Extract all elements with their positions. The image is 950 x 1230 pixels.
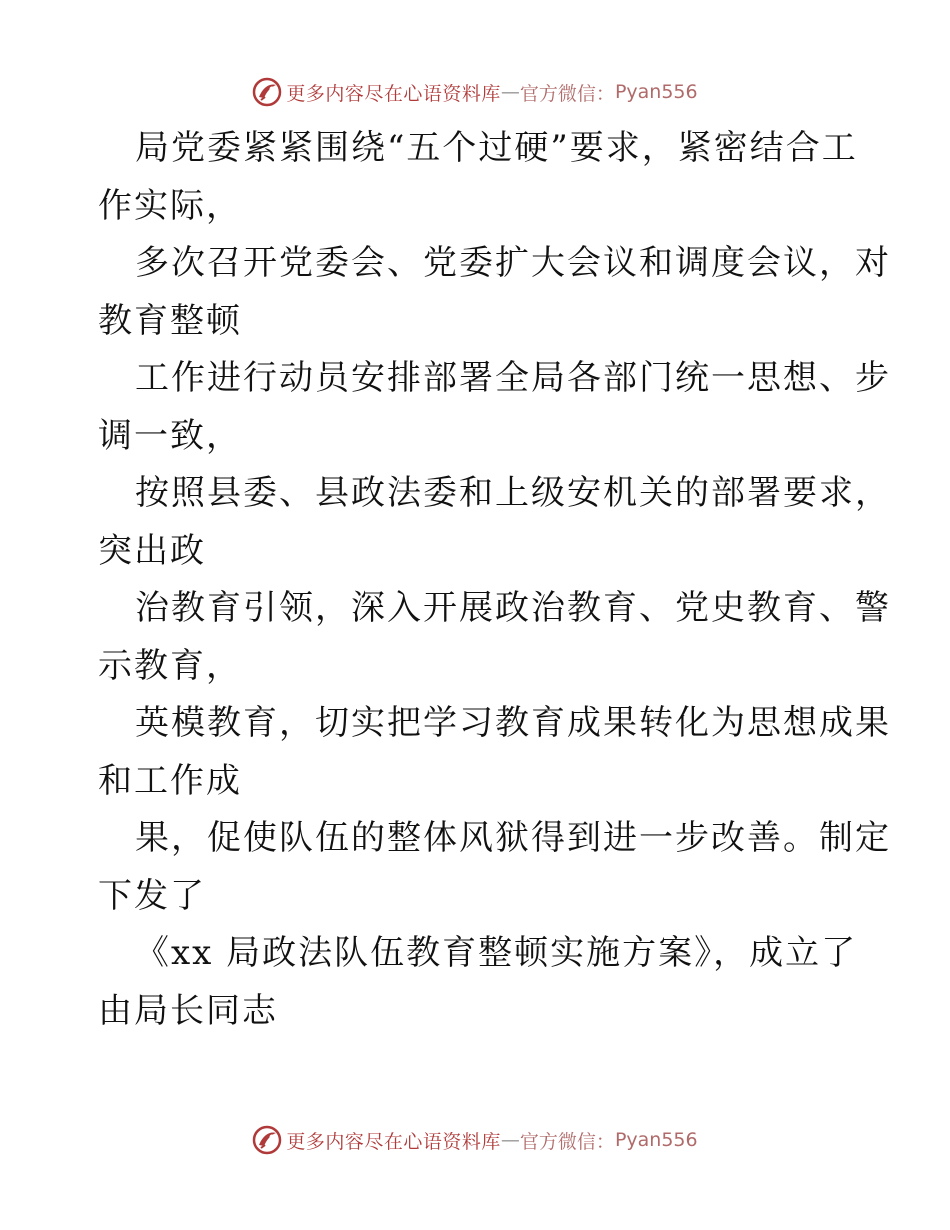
paragraph-text: 作实际， [98, 185, 242, 226]
paragraph-line [98, 235, 891, 293]
header-banner [0, 72, 950, 112]
paragraph-line [98, 810, 891, 868]
wechat-label: 官方微信： [519, 1130, 615, 1153]
paragraph-line [98, 178, 868, 236]
paragraph-text: 局党委紧紧围绕“五个过硬”要求，紧密结合工 [135, 128, 858, 168]
paragraph-text: 治教育引领，深入开展政治教育、党史教育、警 [135, 588, 891, 628]
paragraph-line [98, 695, 891, 753]
banner-separator: — [500, 81, 520, 103]
paragraph-line [98, 925, 868, 983]
wechat-id: Pyan556 [614, 1129, 698, 1151]
paragraph-text: 果，促使队伍的整体风狱得到进一步改善。制定 [135, 818, 891, 858]
paragraph-line [98, 580, 891, 638]
paragraph-line [98, 465, 891, 523]
paragraph-line [98, 350, 891, 408]
paragraph-line [98, 868, 868, 926]
paragraph-text: 工作进行动员安排部署全局各部门统一思想、步 [135, 358, 891, 398]
wechat-label: 官方微信： [519, 82, 615, 105]
paragraph-line [98, 408, 868, 466]
paragraph-line [98, 983, 868, 1041]
logo-icon [252, 1125, 282, 1155]
paragraph-line [98, 293, 868, 351]
paragraph-text: 突出政 [98, 530, 206, 571]
logo-icon [252, 77, 282, 107]
document-body [98, 120, 891, 1040]
paragraph-text: 示教育， [98, 645, 242, 686]
paragraph-text: 英模教育，切实把学习教育成果转化为思想成果 [135, 703, 891, 743]
wechat-id: Pyan556 [614, 81, 698, 103]
banner-text: 更多内容尽在心语资料库 [286, 1130, 501, 1153]
footer-banner [0, 1120, 950, 1160]
paragraph-text: 下发了 [98, 875, 206, 916]
paragraph-line [98, 120, 868, 178]
paragraph-text: 多次召开党委会、党委扩大会议和调度会议，对 [135, 243, 891, 283]
paragraph-text: 按照县委、县政法委和上级安机关的部署要求， [135, 473, 891, 513]
banner-separator: — [500, 1129, 520, 1151]
paragraph-text: 由局长同志 [98, 990, 278, 1031]
banner-text: 更多内容尽在心语资料库 [286, 82, 501, 105]
paragraph-line [98, 638, 868, 696]
paragraph-text: 教育整顿 [98, 300, 242, 341]
paragraph-text: 和工作成 [98, 760, 242, 801]
paragraph-text: 《xx 局政法队伍教育整顿实施方案》，成立了 [135, 933, 858, 973]
paragraph-line [98, 753, 868, 811]
paragraph-line [98, 523, 868, 581]
paragraph-text: 调一致， [98, 415, 242, 456]
